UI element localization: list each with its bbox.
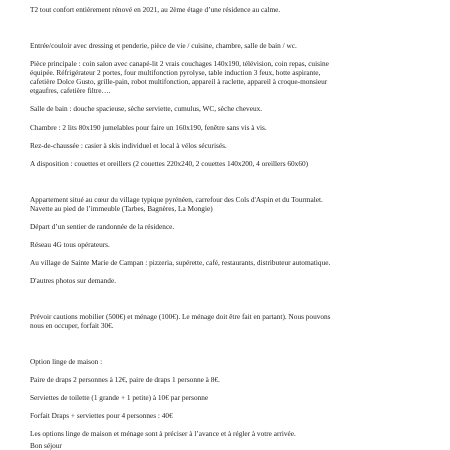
- living-room-line-4: etgaufres, cafetière filtre….: [30, 86, 111, 95]
- hiking-line: Départ d’un sentier de randonnée de la résidence.: [30, 222, 175, 231]
- intro-line: T2 tout confort entièrement rénové en 2021, au 2ème étage d’une résidence au calme.: [30, 5, 281, 14]
- bedding-line: A disposition : couettes et oreillers (2 couettes 220x240, 2 couettes 140x200, 4 oreillers 60x60): [30, 159, 309, 168]
- location-line-1: Appartement situé au cœur du village typique pyrénéen, carrefour des Cols d'Aspin et du Tourmalet.: [30, 195, 323, 204]
- sheets-price-line: Paire de draps 2 personnes à 12€, paire de draps 1 personne à 8€.: [30, 375, 220, 384]
- linen-option-heading: Option linge de maison :: [30, 357, 103, 366]
- living-room-line-1: Pièce principale : coin salon avec canapé-lit 2 vrais couchages 140x190, télévision, coin repas, cuisine: [30, 59, 329, 68]
- network-line: Réseau 4G tous opérateurs.: [30, 240, 110, 249]
- towels-price-line: Serviettes de toilette (1 grande + 1 petite) à 10€ par personne: [30, 393, 209, 402]
- bedroom-line: Chambre : 2 lits 80x190 jumelables pour faire un 160x190, fenêtre sans vis à vis.: [30, 123, 267, 132]
- deposit-line-1: Prévoir cautions mobilier (500€) et ménage (100€). Le ménage doit être fait en partant). Nous pouvons: [30, 312, 331, 321]
- location-line-2: Navette au pied de l’immeuble (Tarbes, Bagnères, La Mongie): [30, 204, 213, 213]
- living-room-line-3: cafetière Dolce Gusto, grille-pain, robot multifonction, appareil à raclette, appareil à croque-monsieur: [30, 77, 328, 86]
- package-price-line: Forfait Draps + serviettes pour 4 personnes : 40€: [30, 411, 173, 420]
- living-room-line-2: équipée. Réfrigérateur 2 portes, four multifonction pyrolyse, table induction 3 feux, hotte aspirante,: [30, 68, 321, 77]
- closing-line: Bon séjour: [30, 441, 62, 450]
- bathroom-line: Salle de bain : douche spacieuse, sèche serviette, cumulus, WC, sèche cheveux.: [30, 104, 263, 113]
- layout-line: Entrée/couloir avec dressing et penderie, pièce de vie / cuisine, chambre, salle de bain / wc.: [30, 41, 297, 50]
- ground-floor-line: Rez-de-chaussée : casier à skis individuel et local à vélos sécurisés.: [30, 141, 227, 150]
- deposit-line-2: nous en occuper, forfait 30€.: [30, 321, 114, 330]
- village-line: Au village de Sainte Marie de Campan : pizzeria, supérette, café, restaurants, distributeur automatique.: [30, 258, 331, 267]
- options-note-line: Les options linge de maison et ménage sont à préciser à l’avance et à régler à votre arrivée.: [30, 429, 296, 438]
- photos-line: D'autres photos sur demande.: [30, 276, 117, 285]
